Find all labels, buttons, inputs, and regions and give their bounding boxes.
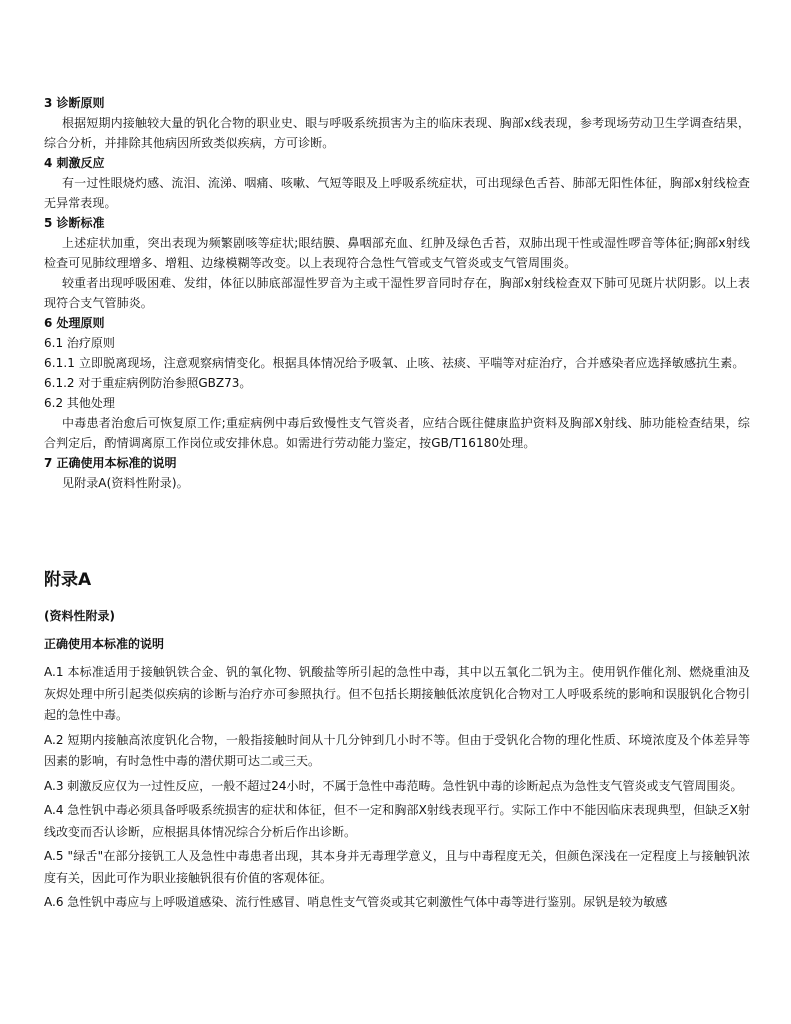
section-7-heading: 7 正确使用本标准的说明 — [44, 456, 177, 470]
appendix-item: A.3 刺激反应仅为一过性反应，一般不超过24小时，不属于急性中毒范畴。急性钒中毒的诊断起点为急性支气管炎或支气管周围炎。 — [44, 778, 743, 793]
appendix-subtitle: (资料性附录) — [44, 609, 115, 623]
appendix-item: A.1 本标准适用于接触钒铁合金、钒的氧化物、钒酸盐等所引起的急性中毒，其中以五氧化二钒为主。使用钒作催化剂、燃烧重油及灰烬处理中所引起类似疾病的诊断与治疗亦可参照执行。但不包括长期接触低浓度钒化合物对工人呼吸系统的影响和误服钒化合物引起的急性中毒。 — [44, 665, 750, 722]
section-7-paragraph: 见附录A(资料性附录)。 — [62, 476, 189, 490]
appendix-item: A.2 短期内接触高浓度钒化合物，一般指接触时间从十几分钟到几小时不等。但由于受钒化合物的理化性质、环境浓度及个体差异等因素的影响，有时急性中毒的潜伏期可达二或三天。 — [44, 732, 750, 768]
section-5-paragraph-1: 上述症状加重，突出表现为频繁剧咳等症状;眼结膜、鼻咽部充血、红肿及绿色舌苔，双肺出现干性或湿性啰音等体征;胸部x射线检查可见肺纹理增多、增粗、边缘模糊等改变。以上表现符合急性气管或支气管炎或支气管周围炎。 — [44, 236, 750, 270]
section-4-heading: 4 刺激反应 — [44, 156, 105, 170]
section-6-1-2-paragraph: 6.1.2 对于重症病例防治参照GBZ73。 — [44, 376, 252, 390]
appendix-item: A.5 "绿舌"在部分接钒工人及急性中毒患者出现，其本身并无毒理学意义，且与中毒程度无关，但颜色深浅在一定程度上与接触钒浓度有关，因此可作为职业接触钒很有价值的客观体征。 — [44, 849, 750, 885]
section-6-1-heading: 6.1 治疗原则 — [44, 336, 115, 350]
main-body — [44, 93, 750, 493]
appendix-a — [44, 568, 750, 917]
section-6-1-1-paragraph: 6.1.1 立即脱离现场，注意观察病情变化。根据具体情况给予吸氧、止咳、祛痰、平喘等对症治疗，合并感染者应选择敏感抗生素。 — [44, 356, 745, 370]
section-4-paragraph: 有一过性眼烧灼感、流泪、流涕、咽痛、咳嗽、气短等眼及上呼吸系统症状，可出现绿色舌苔、肺部无阳性体征，胸部x射线检查无异常表现。 — [44, 176, 750, 210]
appendix-title: 附录A — [44, 570, 92, 590]
section-3-heading: 3 诊断原则 — [44, 96, 105, 110]
appendix-item: A.6 急性钒中毒应与上呼吸道感染、流行性感冒、哨息性支气管炎或其它刺激性气体中毒等进行鉴别。尿钒是较为敏感 — [44, 895, 668, 909]
appendix-item: A.4 急性钒中毒必须具备呼吸系统损害的症状和体征，但不一定和胸部X射线表现平行。实际工作中不能因临床表现典型，但缺乏X射线改变而否认诊断，应根据具体情况综合分析后作出诊断。 — [44, 803, 750, 839]
section-6-2-heading: 6.2 其他处理 — [44, 396, 115, 410]
section-6-2-paragraph: 中毒患者治愈后可恢复原工作;重症病例中毒后致慢性支气管炎者，应结合既往健康监护资料及胸部X射线、肺功能检查结果，综合判定后，酌情调离原工作岗位或安排休息。如需进行劳动能力鉴定，按GB/T16180处理。 — [44, 416, 750, 450]
section-6-heading: 6 处理原则 — [44, 316, 105, 330]
section-5-paragraph-2: 较重者出现呼吸困难、发绀，体征以肺底部湿性罗音为主或干湿性罗音同时存在，胸部x射线检查双下肺可见斑片状阴影。以上表现符合支气管肺炎。 — [44, 276, 750, 310]
section-5-heading: 5 诊断标准 — [44, 216, 105, 230]
appendix-heading: 正确使用本标准的说明 — [44, 637, 165, 651]
section-3-paragraph: 根据短期内接触较大量的钒化合物的职业史、眼与呼吸系统损害为主的临床表现、胸部x线表现，参考现场劳动卫生学调查结果，综合分析，并排除其他病因所致类似疾病，方可诊断。 — [44, 116, 750, 150]
